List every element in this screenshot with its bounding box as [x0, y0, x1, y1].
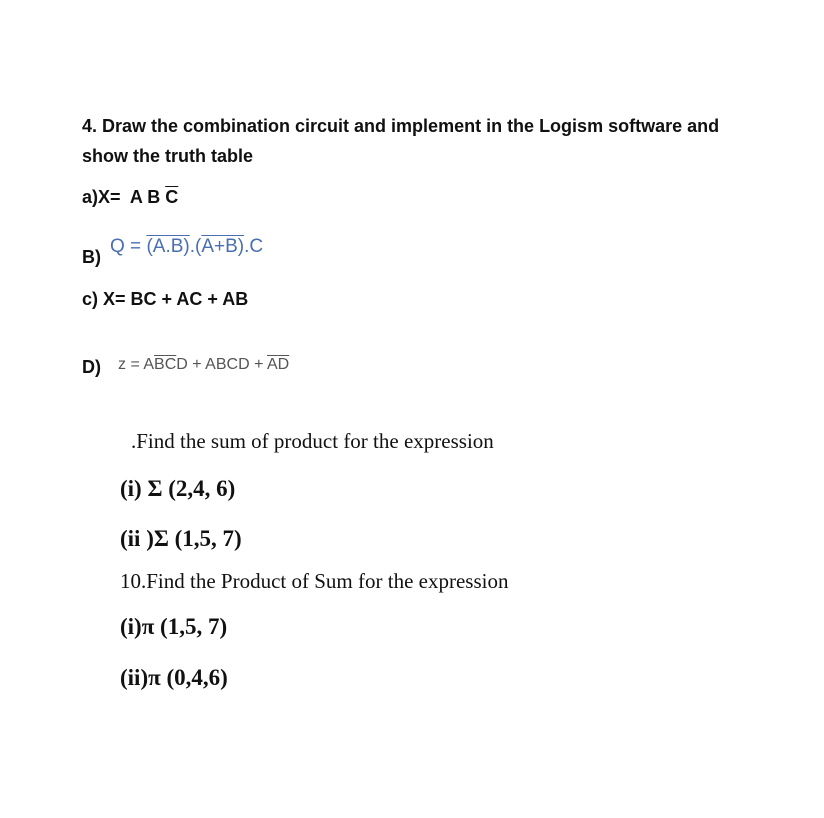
d-seg: z = A — [118, 356, 155, 373]
part-d-label: D) — [82, 357, 101, 377]
b-term2: A+B) — [201, 236, 245, 257]
d-seg: D + ABCD + — [176, 356, 267, 373]
sop-heading: .Find the sum of product for the expression — [131, 429, 494, 453]
part-a-complement: $\overline{C}$ — [165, 187, 179, 207]
d-seg: $\overline{A}$ — [266, 356, 278, 373]
pos-item-i: (i)π (1,5, 7) — [120, 614, 228, 639]
d-seg: $\overline{B}$ — [154, 356, 165, 373]
part-a-label: a)X= — [82, 187, 121, 207]
d-seg: $\overline{D}$ — [277, 356, 290, 373]
sop-item-ii: (ii )Σ (1,5, 7) — [120, 526, 242, 551]
sop-item-i: (i) Σ (2,4, 6) — [120, 476, 236, 501]
question-title-line2: show the truth table — [82, 146, 253, 166]
part-b-label: B) — [82, 247, 101, 267]
b-sep: .( — [189, 236, 202, 257]
pos-heading: 10.Find the Product of Sum for the expression — [120, 569, 509, 593]
question-title-line1: 4. Draw the combination circuit and implement in the Logism software and — [82, 116, 720, 136]
pos-item-ii: (ii)π (0,4,6) — [120, 665, 228, 690]
b-lhs: Q = — [110, 236, 142, 257]
part-c: c) X= BC + AC + AB — [82, 289, 249, 309]
d-seg: $\overline{C}$ — [164, 356, 177, 373]
b-term1: (A.B) — [146, 236, 190, 257]
part-d-expression — [118, 356, 289, 374]
part-a — [82, 187, 178, 208]
part-a-term: A B — [129, 187, 161, 207]
part-b-expression — [110, 236, 263, 258]
b-term3: .C — [244, 236, 264, 257]
